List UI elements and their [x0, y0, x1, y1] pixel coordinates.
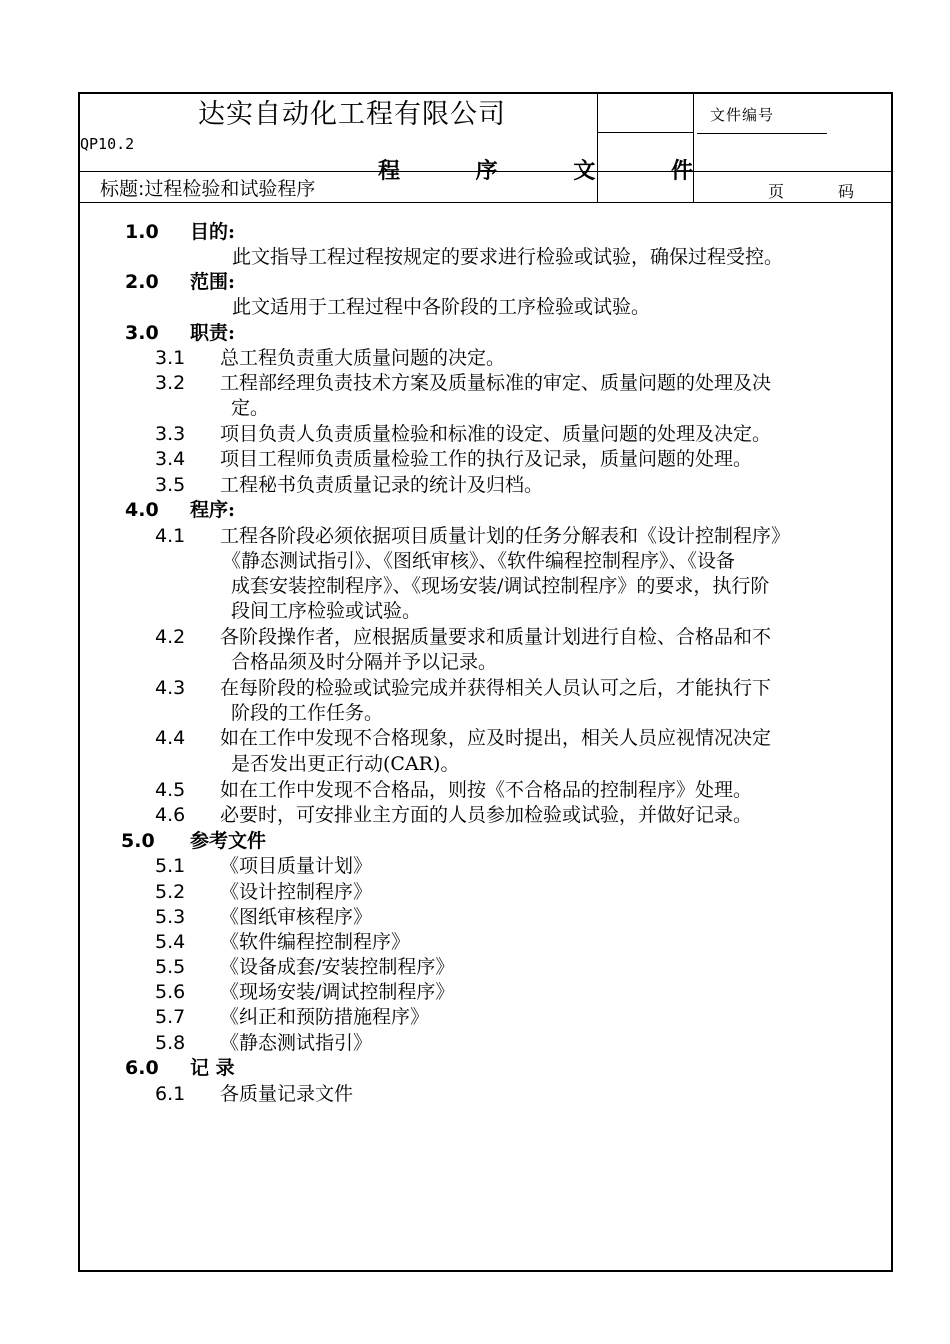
- item-text: 成套安装控制程序》、《现场安装/调试控制程序》的要求，执行阶: [231, 575, 770, 597]
- item-text: 项目工程师负责质量检验工作的执行及记录，质量问题的处理。: [220, 448, 753, 470]
- item-text: 《现场安装/调试控制程序》: [220, 981, 455, 1003]
- item-text: 段间工序检验或试验。: [231, 600, 422, 622]
- item-text: 《纠正和预防措施程序》: [220, 1006, 430, 1028]
- item-number: 4.6: [155, 804, 186, 826]
- item-number: 5.4: [155, 931, 186, 953]
- section-text: 此文指导工程过程按规定的要求进行检验或试验，确保过程受控。: [232, 246, 784, 268]
- section-number: 1.0: [125, 221, 159, 243]
- section-heading: 职责:: [190, 322, 236, 344]
- item-number: 3.4: [155, 448, 186, 470]
- section-text: 此文适用于工程过程中各阶段的工序检验或试验。: [232, 296, 651, 318]
- item-number: 4.2: [155, 626, 186, 648]
- document-title: 标题:过程检验和试验程序: [100, 178, 316, 200]
- item-number: 5.3: [155, 906, 186, 928]
- item-text: 必要时，可安排业主方面的人员参加检验或试验，并做好记录。: [220, 804, 753, 826]
- item-text: 《项目质量计划》: [220, 855, 373, 877]
- item-text: 《设计控制程序》: [220, 881, 373, 903]
- item-text: 在每阶段的检验或试验完成并获得相关人员认可之后，才能执行下: [220, 677, 772, 699]
- section-heading: 目的:: [190, 221, 236, 243]
- section-heading: 程序:: [190, 499, 236, 521]
- item-text: 工程各阶段必须依据项目质量计划的任务分解表和《设计控制程序》: [220, 525, 791, 547]
- item-text: 《静态测试指引》、《图纸审核》、《软件编程控制程序》、《设备: [222, 550, 736, 572]
- section-heading: 参考文件: [190, 830, 267, 852]
- section-heading: 记 录: [190, 1057, 235, 1079]
- item-number: 4.4: [155, 727, 186, 749]
- item-text: 《静态测试指引》: [220, 1032, 373, 1054]
- section-number: 3.0: [125, 322, 159, 344]
- item-text: 是否发出更正行动(CAR)。: [231, 753, 460, 775]
- item-number: 5.2: [155, 881, 186, 903]
- item-text: 各阶段操作者，应根据质量要求和质量计划进行自检、合格品和不: [220, 626, 772, 648]
- page-label-part: 页: [768, 182, 785, 201]
- item-number: 5.7: [155, 1006, 186, 1028]
- file-number-label: 文件编号: [710, 106, 775, 124]
- item-text: 如在工作中发现不合格品，则按《不合格品的控制程序》处理。: [220, 779, 753, 801]
- item-number: 4.5: [155, 779, 186, 801]
- section-heading: 范围:: [190, 271, 236, 293]
- item-text: 工程部经理负责技术方案及质量标准的审定、质量问题的处理及决: [220, 372, 772, 394]
- section-number: 2.0: [125, 271, 159, 293]
- item-text: 《设备成套/安装控制程序》: [220, 956, 455, 978]
- item-text: 《图纸审核程序》: [220, 906, 373, 928]
- company-name: 达实自动化工程有限公司: [198, 99, 506, 130]
- item-text: 合格品须及时分隔并予以记录。: [231, 651, 498, 673]
- section-number: 4.0: [125, 499, 159, 521]
- document-type: 程 序 文 件: [378, 159, 727, 184]
- item-number: 5.8: [155, 1032, 186, 1054]
- item-number: 5.6: [155, 981, 186, 1003]
- document-code: QP10.2: [80, 135, 135, 153]
- item-text: 如在工作中发现不合格现象，应及时提出，相关人员应视情况决定: [220, 727, 772, 749]
- item-text: 总工程负责重大质量问题的决定。: [220, 347, 506, 369]
- item-number: 4.3: [155, 677, 186, 699]
- section-number: 6.0: [125, 1057, 159, 1079]
- item-number: 3.3: [155, 423, 186, 445]
- item-number: 5.5: [155, 956, 186, 978]
- item-text: 工程秘书负责质量记录的统计及归档。: [220, 474, 544, 496]
- item-number: 5.1: [155, 855, 186, 877]
- item-text: 定。: [231, 397, 270, 419]
- item-text: 《软件编程控制程序》: [220, 931, 411, 953]
- item-number: 3.5: [155, 474, 186, 496]
- item-text: 阶段的工作任务。: [231, 702, 384, 724]
- item-number: 3.2: [155, 372, 186, 394]
- item-text: 各质量记录文件: [220, 1083, 354, 1105]
- item-number: 6.1: [155, 1083, 186, 1105]
- page-label-part: 码: [838, 182, 855, 201]
- item-number: 3.1: [155, 347, 186, 369]
- item-text: 项目负责人负责质量检验和标准的设定、质量问题的处理及决定。: [220, 423, 772, 445]
- section-number: 5.0: [121, 830, 155, 852]
- item-number: 4.1: [155, 525, 186, 547]
